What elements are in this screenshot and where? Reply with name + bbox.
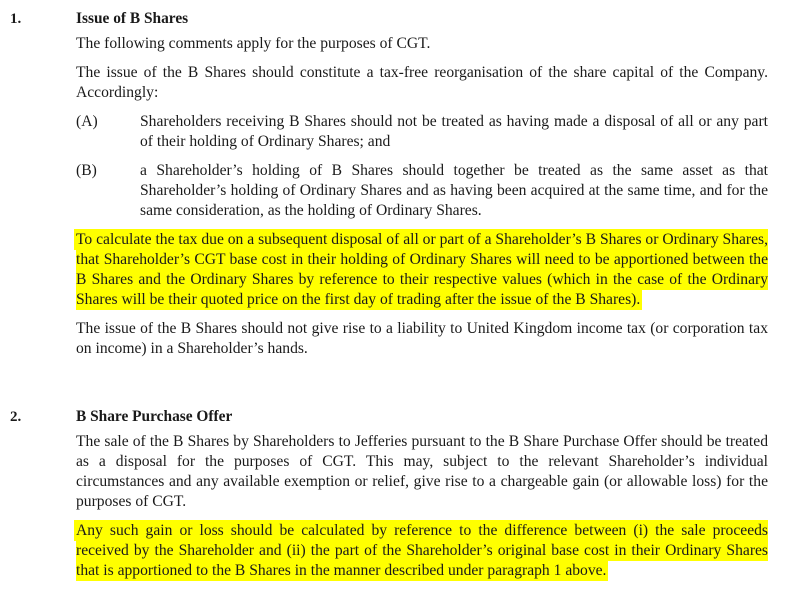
list-item-text: Shareholders receiving B Shares should not be treated as having made a disposal of all or any part of their holding of Ordinary Shares; and [140, 113, 768, 150]
list-item-text: a Shareholder’s holding of B Shares should together be treated as the same asset as that Shareholder’s holding of Ordinary Shares and as having been acquired at the same time, and for the same consideration, as the holding of Ordinary Shares. [140, 162, 768, 219]
section-number: 1. [10, 11, 22, 27]
list-item-label: (A) [76, 113, 98, 130]
section-number: 2. [10, 409, 22, 425]
list-item-a [76, 112, 768, 152]
section-content [76, 9, 768, 359]
paragraph: The following comments apply for the purposes of CGT. [76, 35, 431, 52]
paragraph: The issue of the B Shares should constitute a tax-free reorganisation of the share capital of the Company. Accordingly: [76, 64, 768, 101]
section-content [76, 407, 768, 581]
list-item-label: (B) [76, 162, 97, 179]
section-heading: B Share Purchase Offer [76, 408, 233, 425]
highlight-span: To calculate the tax due on a subsequent disposal of all or part of a Shareholder’s B Shares or Ordinary Shares, that Shareholder’s CGT base cost in their holding of Ordinary Shares will need to be apportioned between the B Shares and the Ordinary Shares by reference to their respective values (which in the case of the Ordinary Shares will be their quoted price on the first day of trading after the issue of the B Shares). [76, 231, 768, 308]
highlighted-paragraph [76, 521, 768, 581]
paragraph: The sale of the B Shares by Shareholders to Jefferies pursuant to the B Share Purchase Offer should be treated as a disposal for the purposes of CGT. This may, subject to the relevant Shareholder’s individual circumstances and any available exemption or relief, give rise to a chargeable gain (or allowable loss) for the purposes of CGT. [76, 433, 768, 510]
list-item-b [76, 161, 768, 221]
section-heading: Issue of B Shares [76, 10, 189, 27]
paragraph: The issue of the B Shares should not give rise to a liability to United Kingdom income tax (or corporation tax on income) in a Shareholder’s hands. [76, 320, 768, 357]
highlight-span: Any such gain or loss should be calculated by reference to the difference between (i) the sale proceeds received by the Shareholder and (ii) the part of the Shareholder’s original base cost in their Ordinary Shares that is apportioned to the B Shares in the manner described under paragraph 1 above. [76, 522, 768, 579]
highlighted-paragraph [76, 230, 768, 310]
